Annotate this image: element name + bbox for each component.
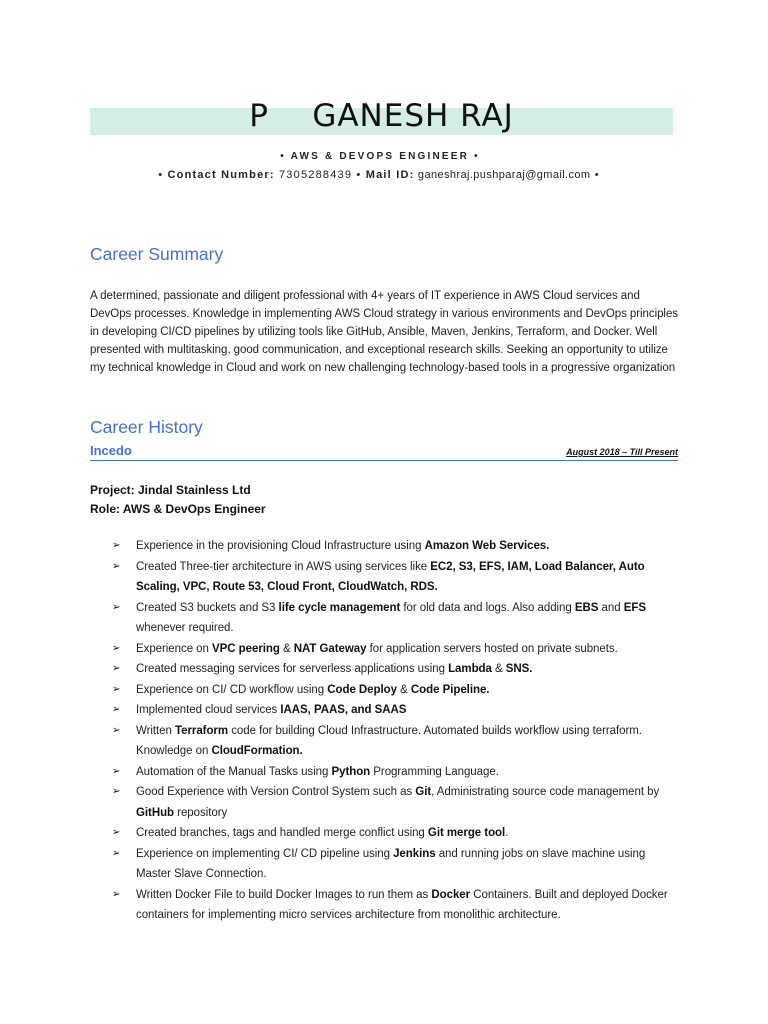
responsibility-keyword: life cycle management <box>278 601 401 614</box>
contact-bullet: • <box>158 169 168 181</box>
responsibility-keyword: Lambda <box>448 663 492 675</box>
responsibility-keyword: Amazon Web Services. <box>424 540 550 552</box>
responsibility-text: Experience in the provisioning Cloud Infrastructure using <box>136 540 425 552</box>
contact-bullet-end: • <box>590 169 600 181</box>
company-row <box>90 442 678 461</box>
job-title: • AWS & DEVOPS ENGINEER • <box>280 151 480 162</box>
arrow-bullet-icon: ➢ <box>112 560 121 572</box>
responsibility-item <box>112 721 682 762</box>
arrow-bullet-icon: ➢ <box>112 601 121 613</box>
arrow-bullet-icon: ➢ <box>112 540 121 551</box>
arrow-bullet-icon: ➢ <box>112 663 121 674</box>
responsibility-text: and running jobs on slave machine using Master Slave Connection. <box>136 847 646 880</box>
role-name: Role: AWS & DevOps Engineer <box>90 502 266 516</box>
responsibilities-list <box>112 536 682 926</box>
arrow-bullet-icon: ➢ <box>112 786 121 797</box>
responsibility-item <box>112 659 682 680</box>
responsibility-text: Written <box>136 724 176 737</box>
responsibility-keyword: SNS. <box>505 663 533 675</box>
responsibility-text: Programming Language. <box>370 765 499 778</box>
responsibility-keyword: Python <box>331 765 371 778</box>
mail-address: ganeshraj.pushparaj@gmail.com <box>414 169 591 181</box>
arrow-bullet-icon: ➢ <box>112 827 121 838</box>
responsibility-text: . <box>505 827 509 839</box>
responsibility-item <box>112 782 682 823</box>
responsibility-keyword: Terraform <box>175 724 229 737</box>
responsibility-item <box>112 598 682 639</box>
responsibility-text: Experience on CI/ CD workflow using <box>136 683 328 696</box>
responsibility-text: Experience on implementing CI/ CD pipeline using <box>136 847 394 860</box>
contact-number-label: Contact Number: <box>167 169 275 181</box>
responsibility-keyword: Jenkins <box>393 847 436 860</box>
responsibility-text: repository <box>174 806 228 819</box>
candidate-name: P GANESH RAJ <box>249 98 514 134</box>
responsibility-text: Experience on <box>136 642 213 655</box>
responsibility-item <box>112 844 682 885</box>
arrow-bullet-icon: ➢ <box>112 888 121 900</box>
responsibility-keyword: EC2, S3, EFS, IAM, Load Balancer, Auto Scaling, VPC, Route 53, Cloud Front, CloudWatch, RDS. <box>136 560 645 593</box>
arrow-bullet-icon: ➢ <box>112 683 121 695</box>
responsibility-keyword: Code Deploy <box>327 683 397 696</box>
project-name: Project: Jindal Stainless Ltd <box>90 483 251 497</box>
career-summary-text: A determined, passionate and diligent professional with 4+ years of IT experience in AWS Cloud services and DevOps processes. Knowledge in implementing AWS Cloud strategy in various environments and DevOps principles in developing CI/CD pipelines by utilizing tools like GitHub, Ansible, Maven, Jenkins, Terraform, and Docker. Well presented with multitasking, good communication, and exceptional research skills. Seeking an opportunity to utilize my technical knowledge in Cloud and work on new challenging technology-based tools in a progressive organization <box>90 290 678 374</box>
career-summary-heading: Career Summary <box>90 244 224 264</box>
responsibility-keyword: NAT Gateway <box>293 642 367 655</box>
contact-separator: • <box>352 169 366 181</box>
career-history-heading: Career History <box>90 417 203 437</box>
responsibility-text: Created Three-tier architecture in AWS using services like <box>136 560 431 573</box>
responsibility-keyword: Code Pipeline. <box>410 683 490 696</box>
responsibility-item <box>112 557 682 598</box>
mail-label: Mail ID: <box>365 169 415 181</box>
responsibility-item <box>112 762 682 783</box>
responsibility-text: Written Docker File to build Docker Images to run them as <box>136 888 432 901</box>
responsibility-keyword: EFS <box>623 601 646 614</box>
arrow-bullet-icon: ➢ <box>112 642 121 654</box>
responsibility-text: & <box>491 663 506 675</box>
responsibility-text: Created S3 buckets and S3 <box>136 601 279 614</box>
responsibility-keyword: GitHub <box>136 806 175 819</box>
responsibility-text: Created messaging services for serverless applications using <box>136 663 449 675</box>
responsibility-item <box>112 700 682 721</box>
responsibility-item <box>112 639 682 660</box>
responsibility-text: and <box>598 601 624 614</box>
responsibility-text: Created branches, tags and handled merge conflict using <box>136 827 428 839</box>
responsibility-text: Containers. Built and deployed Docker containers for implementing micro services architecture from monolithic architecture. <box>136 888 668 921</box>
arrow-bullet-icon: ➢ <box>112 724 121 736</box>
contact-line <box>0 169 758 181</box>
responsibility-keyword: Git merge tool <box>427 827 506 839</box>
responsibility-text: , Administrating source code management by <box>431 786 660 798</box>
responsibility-keyword: EBS <box>574 601 599 614</box>
responsibility-keyword: VPC peering <box>212 642 280 655</box>
employment-dates: August 2018 – Till Present <box>566 447 678 457</box>
responsibility-text: & <box>396 683 411 696</box>
responsibility-text: for old data and logs. Also adding <box>400 601 575 614</box>
responsibility-text: & <box>279 642 294 655</box>
responsibility-text: code for building Cloud Infrastructure. Automated builds workflow using terraform. Knowledge on <box>136 724 642 757</box>
project-block <box>90 481 266 519</box>
responsibility-keyword: Git <box>415 786 432 798</box>
responsibility-keyword: IAAS, PAAS, and SAAS <box>280 704 407 716</box>
company-name: Incedo <box>90 443 132 458</box>
responsibility-item <box>112 536 682 557</box>
responsibility-item <box>112 885 682 926</box>
responsibility-text: whenever required. <box>136 622 234 634</box>
responsibility-item <box>112 823 682 844</box>
arrow-bullet-icon: ➢ <box>112 847 121 859</box>
arrow-bullet-icon: ➢ <box>112 704 121 715</box>
arrow-bullet-icon: ➢ <box>112 765 121 777</box>
responsibility-text: Automation of the Manual Tasks using <box>136 765 332 778</box>
responsibility-text: Implemented cloud services <box>136 704 281 716</box>
responsibility-keyword: CloudFormation. <box>211 745 303 757</box>
responsibility-text: Good Experience with Version Control System such as <box>136 786 416 798</box>
responsibility-text: for application servers hosted on private subnets. <box>366 642 618 655</box>
responsibility-item <box>112 680 682 701</box>
contact-number: 7305288439 <box>274 169 353 181</box>
responsibility-keyword: Docker <box>431 888 471 901</box>
